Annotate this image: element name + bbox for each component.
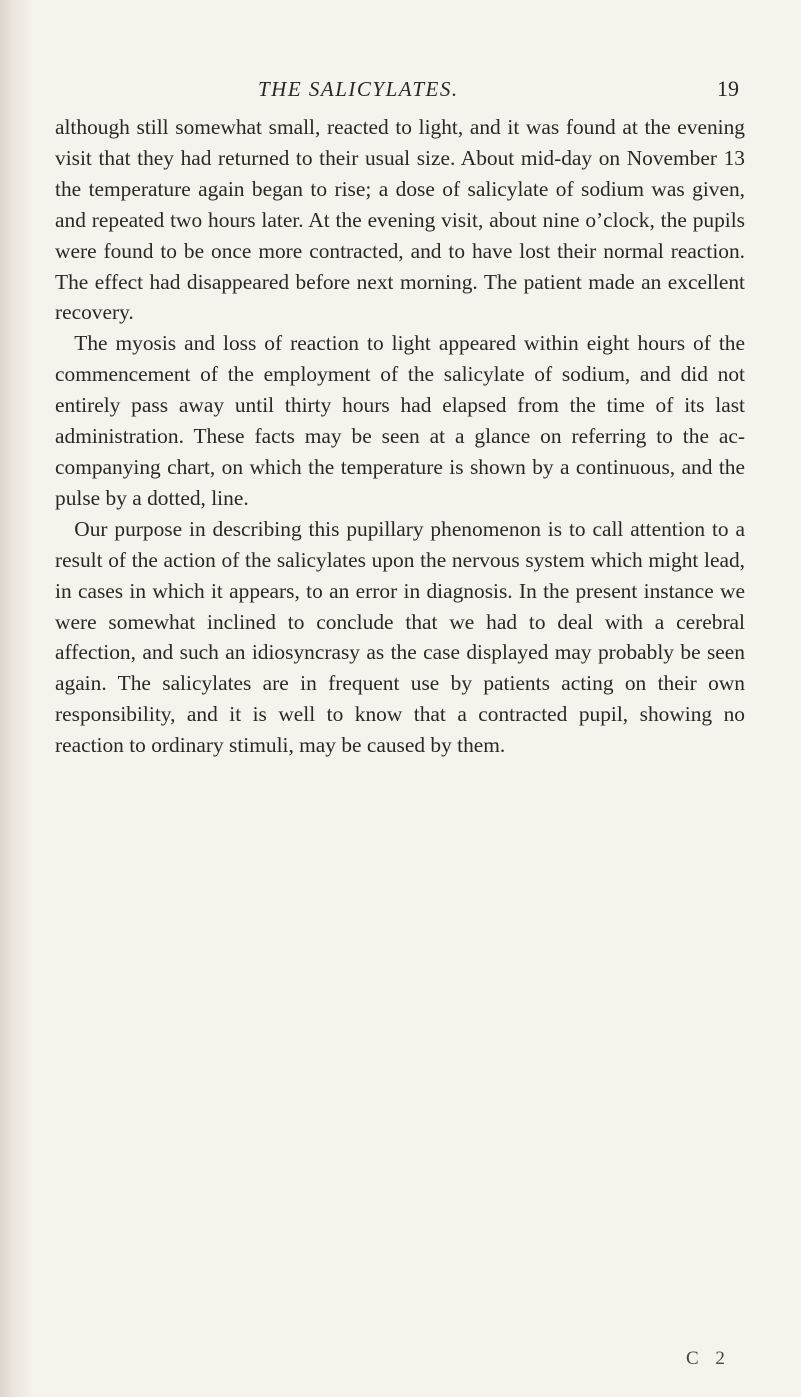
body-text: [55, 112, 745, 761]
paragraph-myosis: The myosis and loss of reaction to light appeared within eight hours of the commencement of the employment of the salicylate of sodium, and did not entirely pass away until thirty hours had elapsed from the time of its last administration. These facts may be seen at a glance on referring to the accompanying chart, on which the temperature is shown by a continuous, and the pulse by a dotted, line.: [55, 331, 745, 510]
page-number: 19: [717, 76, 739, 101]
running-title: THE SALICYLATES.: [258, 77, 459, 101]
paragraph-purpose: Our purpose in describing this pupillary phenomenon is to call attention to a result of the action of the salicylates upon the nervous system which might lead, in cases in which it appears, to an error in diagnosis. In the present instance we were somewhat inclined to conclude that we had to deal with a cerebral affection, and such an idiosyncrasy as the case displayed may probably be seen again. The salicylates are in frequent use by patients acting on their own responsibility, and it is well to know that a contracted pupil, showing no reaction to ordinary stimuli, may be caused by them.: [55, 516, 745, 758]
running-head: [0, 74, 801, 104]
paragraph-continued: although still somewhat small, reacted to light, and it was found at the evening visit that they had returned to their usual size. About mid-day on November 13 the temperature again began to rise; a dose of salicylate of sodium was given, and repeated two hours later. At the evening visit, about nine o’clock, the pupils were found to be once more contracted, and to have lost their normal reaction. The effect had disappeared before next morning. The patient made an excellent recovery.: [55, 115, 745, 325]
signature-mark: C 2: [686, 1348, 731, 1369]
